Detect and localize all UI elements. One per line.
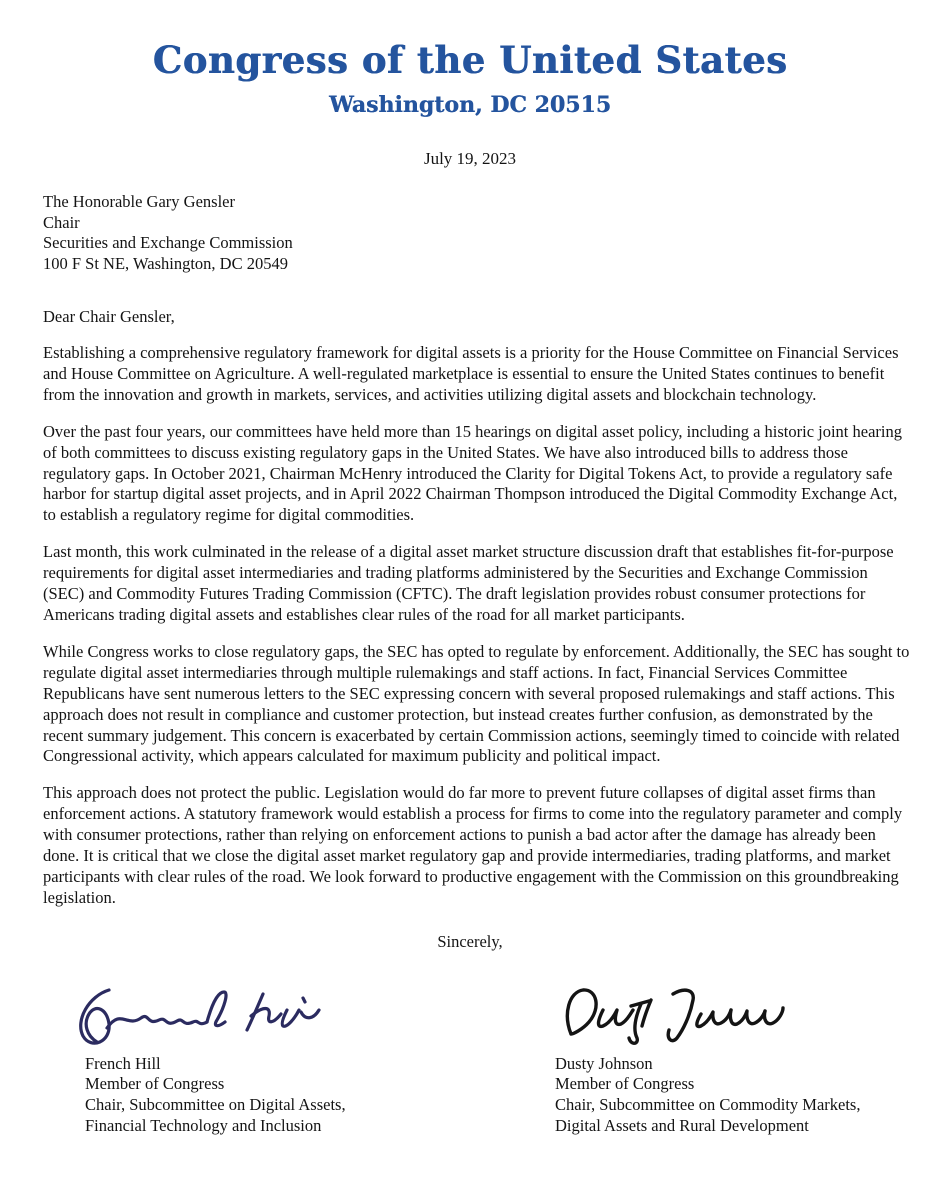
signer-title-line: Member of Congress xyxy=(85,1074,225,1094)
signer-name: Dusty Johnson xyxy=(555,1053,653,1073)
signer-title-line: Digital Assets and Rural Development xyxy=(555,1115,809,1135)
closing-line: Sincerely, xyxy=(437,931,503,951)
letter-body xyxy=(43,343,910,909)
body-paragraph: Over the past four years, our committees have held more than 15 hearings on digital asset policy, including a historic joint hearing of both committees to discuss existing regulatory gaps in the United States. We have also introduced bills to address those regulatory gaps. In October 2021, Chairman McHenry introduced the Clarity for Digital Tokens Act, to provide a regulatory safe harbor for startup digital asset projects, and in April 2022 Chairman Thompson introduced the Digital Commodity Exchange Act, to establish a regulatory regime for digital commodities. xyxy=(43,421,902,525)
body-paragraph: Establishing a comprehensive regulatory framework for digital assets is a priority for the House Committee on Financial Services and House Committee on Agriculture. A well-regulated marketplace is essential to ensure the United States continues to benefit from the innovation and growth in markets, services, and activities utilizing digital assets and blockchain technology. xyxy=(43,343,899,404)
signer-title-line: Chair, Subcommittee on Digital Assets, xyxy=(85,1094,346,1114)
body-paragraph: Last month, this work culminated in the release of a digital asset market structure discussion draft that establishes fit-for-purpose requirements for digital asset intermediaries and trading platforms administered by the Securities and Exchange Commission (SEC) and Commodity Futures Trading Commission (CFTC). The draft legislation provides robust consumer protections for Americans trading digital assets and establishes clear rules of the road for all market participants. xyxy=(43,542,894,624)
dusty-johnson-signature-icon xyxy=(555,980,805,1052)
recipient-address-block xyxy=(43,192,910,274)
french-hill-signature-icon xyxy=(67,980,347,1052)
recipient-line: Securities and Exchange Commission xyxy=(43,233,293,252)
signer-title-line: Member of Congress xyxy=(555,1074,695,1094)
signature-block-dusty-johnson xyxy=(555,980,910,1136)
signature-block-french-hill xyxy=(43,980,555,1136)
signature-section xyxy=(43,980,910,1136)
letterhead-city-line: Washington, DC 20515 xyxy=(328,92,612,118)
signer-title-line: Chair, Subcommittee on Commodity Markets, xyxy=(555,1094,861,1114)
letterhead-organization: Congress of the United States xyxy=(152,38,788,82)
body-paragraph: This approach does not protect the public. Legislation would do far more to prevent future collapses of digital asset firms than enforcement actions. A statutory framework would establish a process for firms to come into the regulatory parameter and comply with consumer protections, rather than relying on enforcement actions to punish a bad actor after the damage has already been done. It is critical that we close the digital asset market regulatory gap and provide intermediaries, trading platforms, and market participants with clear rules of the road. We look forward to productive engagement with the Commission on this groundbreaking legislation. xyxy=(43,783,903,907)
letterhead xyxy=(0,0,940,118)
recipient-line: The Honorable Gary Gensler xyxy=(43,192,235,211)
letter-date: July 19, 2023 xyxy=(423,149,517,168)
recipient-line: Chair xyxy=(43,212,80,232)
salutation: Dear Chair Gensler, xyxy=(43,307,175,326)
recipient-line: 100 F St NE, Washington, DC 20549 xyxy=(43,253,288,273)
body-paragraph: While Congress works to close regulatory gaps, the SEC has opted to regulate by enforcement. Additionally, the SEC has sought to regulate digital asset intermediaries through multiple rulemakings and staff actions. In fact, Financial Services Committee Republicans have sent numerous letters to the SEC expressing concern with several proposed rulemakings and staff actions. This approach does not result in compliance and customer protection, but instead creates further confusion, as demonstrated by the recent summary judgement. This concern is exacerbated by certain Commission actions, seemingly timed to coincide with related Congressional activity, which appears calculated for maximum publicity and political impact. xyxy=(43,641,910,766)
signer-name: French Hill xyxy=(85,1053,161,1073)
signer-title-line: Financial Technology and Inclusion xyxy=(85,1115,322,1135)
